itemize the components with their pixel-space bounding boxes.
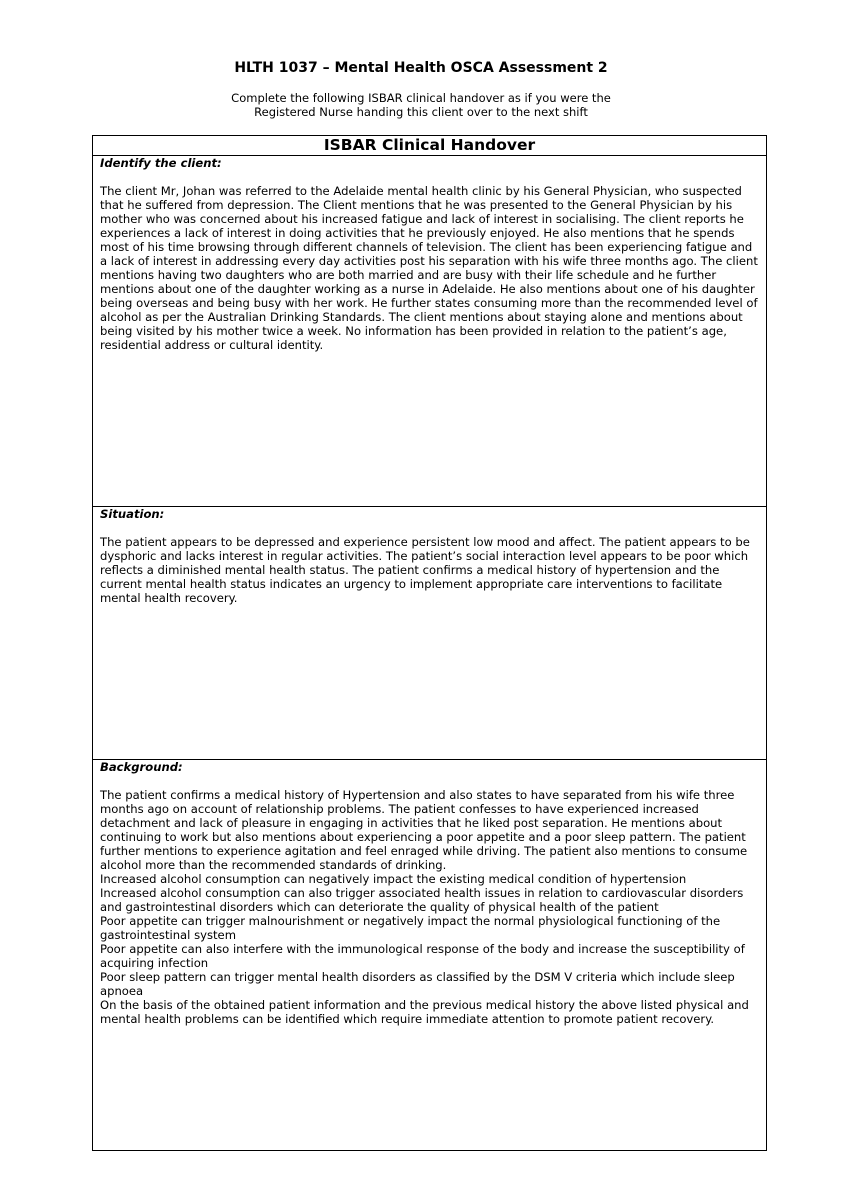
background-body [100,788,759,1026]
background-paragraph: Poor appetite can also interfere with the immunological response of the body and increase the susceptibility of acquiring infection [100,942,745,970]
table-header: ISBAR Clinical Handover [93,136,766,156]
situation-section [93,506,766,759]
background-paragraph: Increased alcohol consumption can negatively impact the existing medical condition of hypertension [100,872,687,886]
background-paragraph: The patient confirms a medical history of Hypertension and also states to have separated from his wife three months ago on account of relationship problems. The patient confesses to have experienced increased detachment and lack of pleasure in engaging in activities that he liked post separation. He mentions about continuing to work but also mentions about experiencing a poor appetite and a poor sleep pattern. The patient further mentions to experience agitation and feel enraged while driving. The patient also mentions to consume alcohol more than the recommended standards of drinking. [100,788,748,872]
situation-label: Situation: [100,507,165,521]
situation-body [100,535,759,605]
background-paragraph: On the basis of the obtained patient information and the previous medical history the above listed physical and mental health problems can be identified which require immediate attention to promote patient recovery. [100,998,749,1026]
page-title: HLTH 1037 – Mental Health OSCA Assessment 2 [234,60,608,76]
background-paragraph: Poor sleep pattern can trigger mental health disorders as classified by the DSM V criteria which include sleep apnoea [100,970,735,998]
identify-label: Identify the client: [100,156,222,170]
background-paragraph: Poor appetite can trigger malnourishment or negatively impact the normal physiological functioning of the gastrointestinal system [100,914,721,942]
isbar-handover-table [92,135,767,1151]
instructions-line: Complete the following ISBAR clinical handover as if you were the [231,91,611,105]
identify-body [100,184,759,352]
identify-section [93,156,766,506]
background-section [93,759,766,1151]
background-label: Background: [100,760,183,774]
instructions [0,91,842,119]
identify-paragraph: The client Mr, Johan was referred to the Adelaide mental health clinic by his General Physician, who suspected that he suffered from depression. The Client mentions that he was presented to the General Physician by his mother who was concerned about his increased fatigue and lack of interest in socialising. The client reports he experiences a lack of interest in doing activities that he previously enjoyed. He also mentions that he spends most of his time browsing through different channels of television. The client has been experiencing fatigue and a lack of interest in addressing every day activities post his separation with his wife three months ago. The client mentions having two daughters who are both married and are busy with their life schedule and he further mentions about one of the daughter working as a nurse in Adelaide. He also mentions about one of his daughter being overseas and being busy with her work. He further states consuming more than the recommended level of alcohol as per the Australian Drinking Standards. The client mentions about staying alone and mentions about being visited by his mother twice a week. No information has been provided in relation to the patient’s age, residential address or cultural identity. [100,184,758,352]
background-paragraph: Increased alcohol consumption can also trigger associated health issues in relation to cardiovascular disorders and gastrointestinal disorders which can deteriorate the quality of physical health of the patient [100,886,744,914]
instructions-line: Registered Nurse handing this client over to the next shift [254,105,588,119]
situation-paragraph: The patient appears to be depressed and experience persistent low mood and affect. The patient appears to be dysphoric and lacks interest in regular activities. The patient’s social interaction level appears to be poor which reflects a diminished mental health status. The patient confirms a medical history of hypertension and the current mental health status indicates an urgency to implement appropriate care interventions to facilitate mental health recovery. [100,535,750,605]
